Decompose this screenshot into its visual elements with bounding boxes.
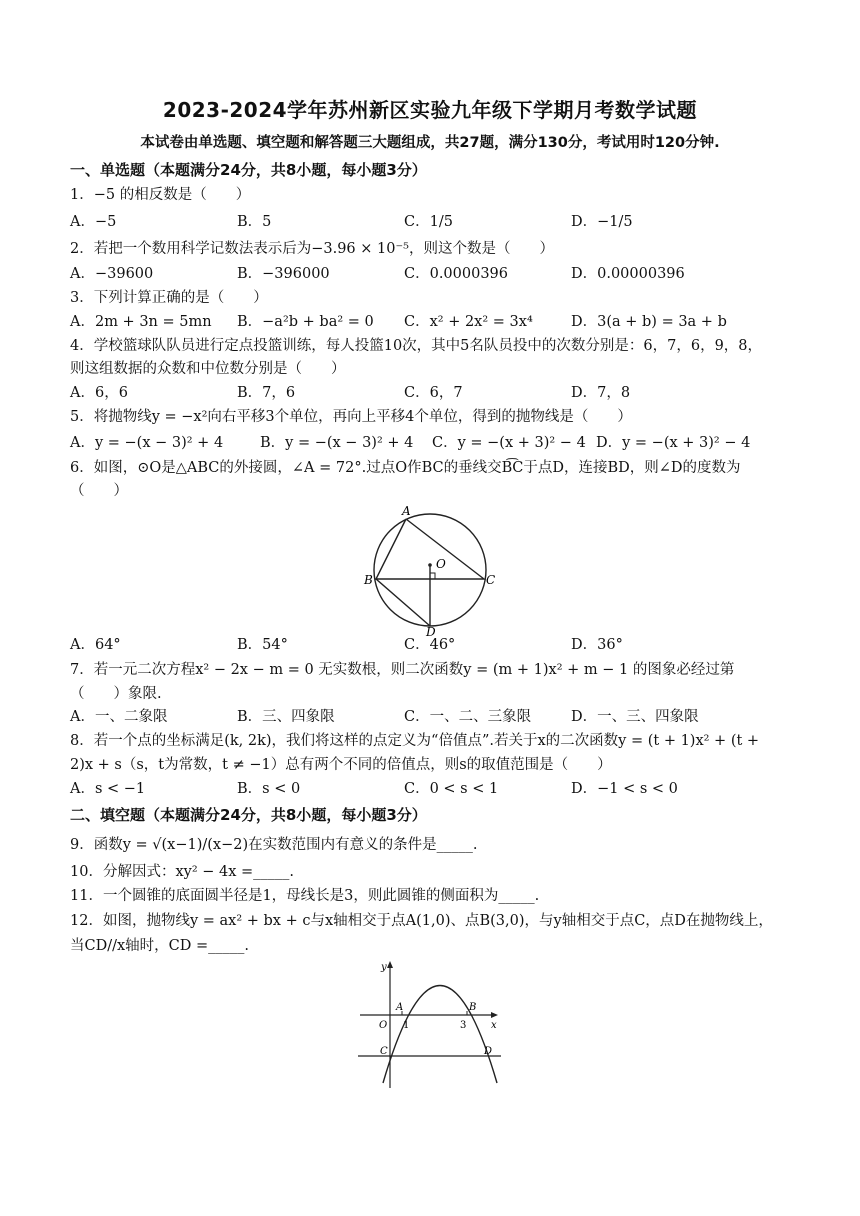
q5-option-c: C．y = −(x + 3)² − 4 (432, 435, 586, 451)
x-axis-arrow (491, 1012, 498, 1018)
label-3: 3 (460, 1020, 467, 1031)
y-axis-arrow (387, 961, 393, 968)
q8-stem-line2: 2)x + s（s，t为常数，t ≠ −1）总有两个不同的倍值点，则s的取值范围是（ ） (70, 757, 612, 773)
q6-stem-line1: 6．如图，⊙O是△ABC的外接圆，∠A = 72°.过点O作BC的垂线交B͡C于点D，连接BD，则∠D的度数为 (70, 460, 741, 476)
q6-circle-figure (360, 500, 500, 636)
center-o-dot (428, 563, 432, 567)
label-d: D (484, 1046, 493, 1057)
q2-option-c: C．0.0000396 (404, 266, 509, 282)
q7-option-b: B．三、四象限 (237, 709, 335, 725)
q4-option-a: A．6，6 (70, 385, 128, 401)
q12-stem-line2: 当CD//x轴时，CD =_____. (70, 938, 250, 954)
q5-option-d: D．y = −(x + 3)² − 4 (596, 435, 751, 451)
q3-option-d: D．3(a + b) = 3a + b (571, 314, 727, 330)
q4-option-b: B．7，6 (237, 385, 296, 401)
q2-stem: 2．若把一个数用科学记数法表示后为−3.96 × 10⁻⁵，则这个数是（ ） (70, 241, 554, 257)
q11-stem: 11．一个圆锥的底面圆半径是1，母线长是3，则此圆锥的侧面积为_____. (70, 888, 540, 904)
label-a: A (402, 504, 411, 518)
q4-option-d: D．7，8 (571, 385, 631, 401)
right-angle-mark (430, 573, 435, 579)
label-1: 1 (403, 1020, 410, 1031)
q12-stem-line1: 12．如图，抛物线y = ax² + bx + c与x轴相交于点A(1,0)、点B(3,0)，与y轴相交于点C，点D在抛物线上， (70, 913, 773, 929)
q12-parabola-figure (355, 958, 505, 1093)
q7-stem-line2: （ ）象限. (70, 686, 162, 702)
q2-option-b: B．−396000 (237, 266, 330, 282)
q8-option-a: A．s < −1 (70, 781, 146, 797)
q3-option-c: C．x² + 2x² = 3x⁴ (404, 314, 533, 330)
parabola-curve (383, 986, 497, 1084)
q3-stem: 3．下列计算正确的是（ ） (70, 290, 268, 306)
q7-stem-line1: 7．若一元二次方程x² − 2x − m = 0 无实数根，则二次函数y = (m + 1)x² + m − 1 的图象必经过第 (70, 662, 735, 678)
q7-option-d: D．一、三、四象限 (571, 709, 699, 725)
q2-option-d: D．0.00000396 (571, 266, 685, 282)
label-o: O (436, 557, 446, 571)
q3-option-a: A．2m + 3n = 5mn (70, 314, 212, 330)
q6-option-c: C．46° (404, 637, 456, 653)
q8-option-c: C．0 < s < 1 (404, 781, 499, 797)
q4-stem-line2: 则这组数据的众数和中位数分别是（ ） (70, 361, 346, 377)
q10-stem: 10．分解因式：xy² − 4x =_____. (70, 864, 295, 880)
q9-stem: 9．函数y = √(x−1)/(x−2)在实数范围内有意义的条件是_____. (70, 837, 478, 853)
q6-option-a: A．64° (70, 637, 121, 653)
q6-option-b: B．54° (237, 637, 288, 653)
label-c: C (486, 573, 496, 587)
q1-option-d: D．−1/5 (571, 214, 633, 230)
q4-option-c: C．6，7 (404, 385, 463, 401)
q5-option-b: B．y = −(x − 3)² + 4 (260, 435, 414, 451)
q6-option-d: D．36° (571, 637, 623, 653)
q7-option-c: C．一、二、三象限 (404, 709, 532, 725)
q8-stem-line1: 8．若一个点的坐标满足(k, 2k)，我们将这样的点定义为“倍值点”.若关于x的二次函数y = (t + 1)x² + (t + (70, 733, 760, 749)
label-a: A (396, 1002, 404, 1013)
exam-intro: 本试卷由单选题、填空题和解答题三大题组成，共27题，满分130分，考试用时120分钟. (140, 135, 720, 151)
page-title: 2023-2024学年苏州新区实验九年级下学期月考数学试题 (162, 98, 698, 122)
q2-option-a: A．−39600 (70, 266, 154, 282)
label-b: B (364, 573, 373, 587)
section-1-heading: 一、单选题（本题满分24分，共8小题，每小题3分） (70, 161, 427, 179)
label-o: O (379, 1020, 388, 1031)
q3-option-b: B．−a²b + ba² = 0 (237, 314, 374, 330)
label-c: C (380, 1046, 388, 1057)
q5-option-a: A．y = −(x − 3)² + 4 (70, 435, 224, 451)
q5-stem: 5．将抛物线y = −x²向右平移3个单位，再向上平移4个单位，得到的抛物线是（ ） (70, 409, 632, 425)
q7-option-a: A．一、二象限 (70, 709, 168, 725)
q6-stem-line2: （ ） (70, 483, 128, 499)
q8-option-d: D．−1 < s < 0 (571, 781, 678, 797)
label-b: B (469, 1002, 477, 1013)
q1-stem: 1．−5 的相反数是（ ） (70, 187, 251, 203)
label-y: y (381, 962, 387, 973)
q1-option-b: B．5 (237, 214, 272, 230)
section-2-heading: 二、填空题（本题满分24分，共8小题，每小题3分） (70, 806, 427, 824)
label-d: D (426, 625, 436, 636)
q1-option-c: C．1/5 (404, 214, 453, 230)
q4-stem-line1: 4．学校篮球队队员进行定点投篮训练，每人投篮10次，其中5名队员投中的次数分别是：6，7，6，9，8， (70, 338, 763, 354)
label-x: x (491, 1020, 497, 1031)
q8-option-b: B．s < 0 (237, 781, 301, 797)
q1-option-a: A．−5 (70, 214, 117, 230)
